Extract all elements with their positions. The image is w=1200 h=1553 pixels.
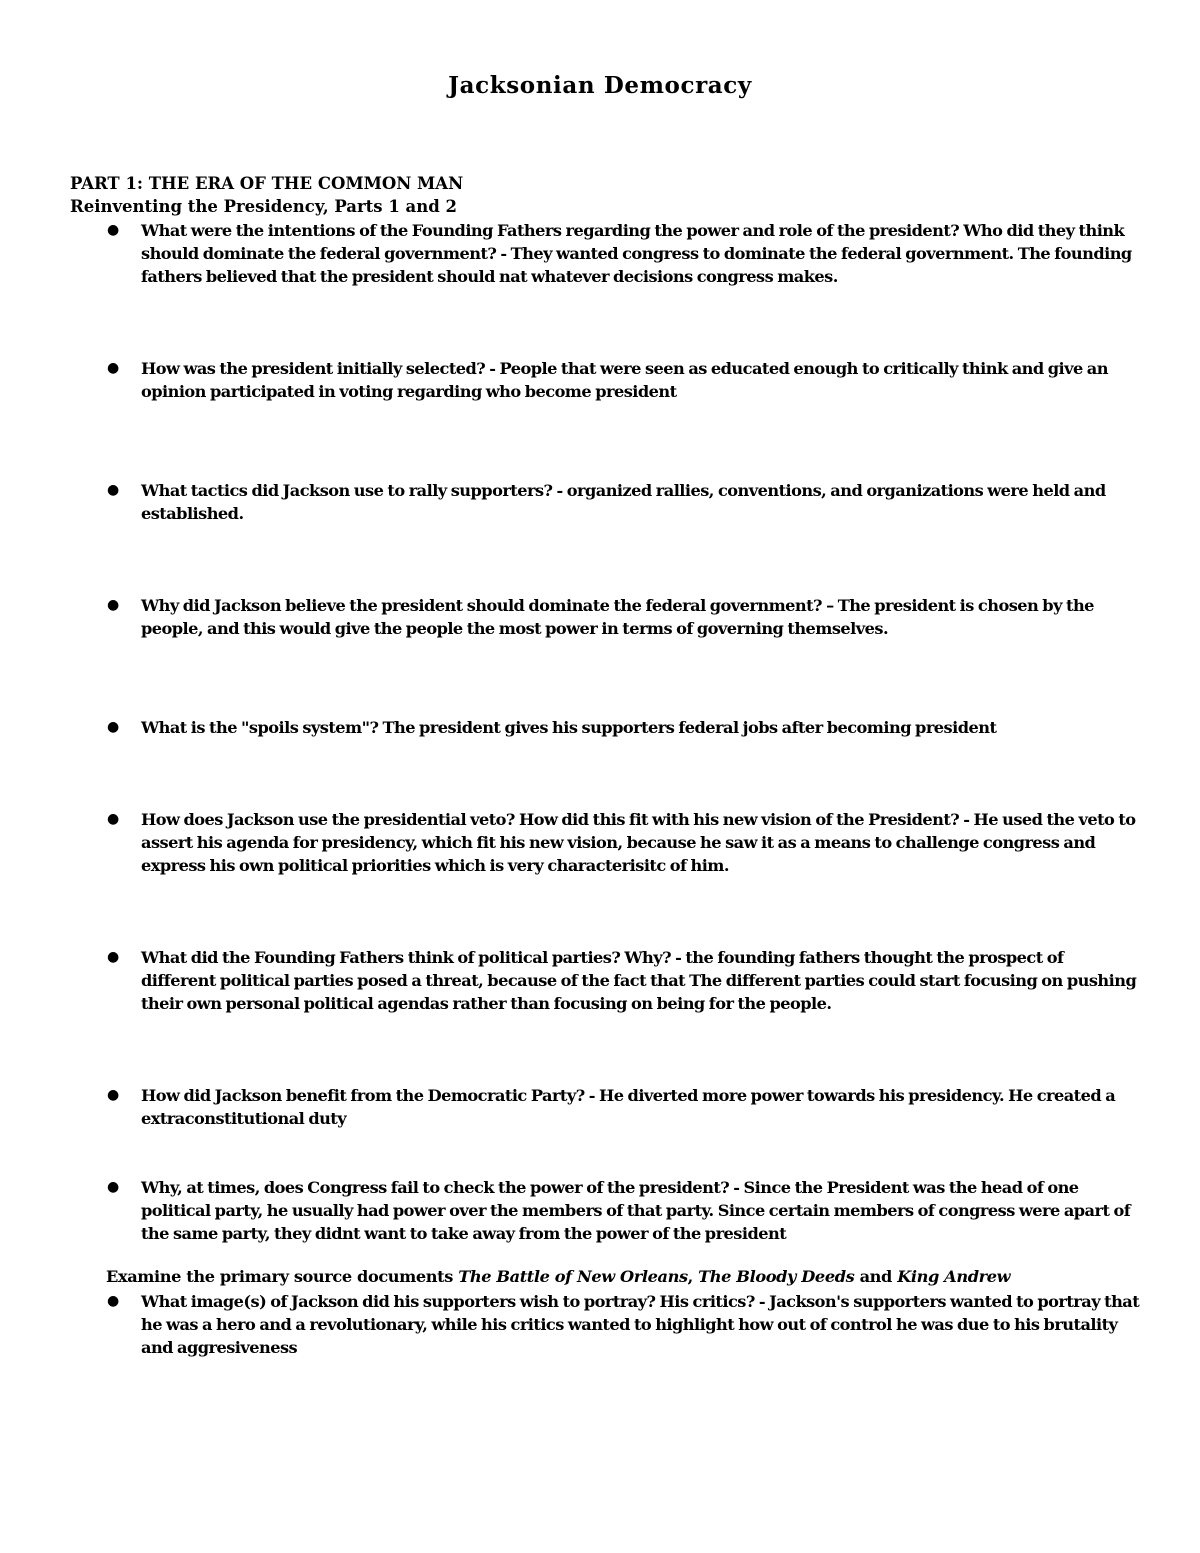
bullet-icon: ● <box>107 811 119 827</box>
question-item <box>107 946 1141 1015</box>
bullet-icon: ● <box>107 949 119 965</box>
document-title-bloody-deeds: The Bloody Deeds <box>698 1267 855 1286</box>
part-heading: PART 1: THE ERA OF THE COMMON MAN <box>70 174 464 193</box>
question-item <box>107 594 1141 640</box>
section-subheading: Reinventing the Presidency, Parts 1 and 2 <box>70 197 457 216</box>
question-item <box>107 716 1141 739</box>
question-item <box>107 1084 1141 1130</box>
bullet-icon: ● <box>107 719 119 735</box>
question-text: Why did Jackson believe the president should dominate the federal government? – The president is chosen by the people, and this would give the people the most power in terms of governing themselves. <box>141 596 1094 638</box>
question-text: Why, at times, does Congress fail to check the power of the president? - Since the President was the head of one political party, he usually had power over the members of that party. Since certain members of congress were apart of the same party, they didnt want to take away from the power of the president <box>141 1178 1131 1243</box>
question-text: What were the intentions of the Founding Fathers regarding the power and role of the president? Who did they think should dominate the federal government? - They wanted congress to dominate the federal government. The founding fathers believed that the president should nat whatever decisions congress makes. <box>141 221 1132 286</box>
bullet-icon: ● <box>107 482 119 498</box>
question-item <box>107 479 1141 525</box>
primary-source-instruction: Examine the primary source documents The Battle of New Orleans, The Bloody Deeds and King Andrew <box>106 1267 1011 1286</box>
bullet-icon: ● <box>107 597 119 613</box>
bullet-icon: ● <box>107 1179 119 1195</box>
question-item <box>107 1290 1141 1359</box>
question-item <box>107 219 1141 288</box>
document-title-king-andrew: King Andrew <box>897 1267 1011 1286</box>
question-text: How did Jackson benefit from the Democratic Party? - He diverted more power towards his presidency. He created a extraconstitutional duty <box>141 1086 1116 1128</box>
question-item <box>107 1176 1141 1245</box>
document-title-battle: The Battle of New Orleans <box>458 1267 688 1286</box>
question-text: How does Jackson use the presidential veto? How did this fit with his new vision of the President? - He used the veto to assert his agenda for presidency, which fit his new vision, because he saw it as a means to challenge congress and express his own political priorities which is very characterisitc of him. <box>141 810 1136 875</box>
question-text: How was the president initially selected? - People that were seen as educated enough to critically think and give an opinion participated in voting regarding who become president <box>141 359 1108 401</box>
question-text: What did the Founding Fathers think of political parties? Why? - the founding fathers thought the prospect of different political parties posed a threat, because of the fact that The different parties could start focusing on pushing their own personal political agendas rather than focusing on being for the people. <box>141 948 1137 1013</box>
bullet-icon: ● <box>107 1293 119 1309</box>
question-text: What image(s) of Jackson did his supporters wish to portray? His critics? - Jackson's supporters wanted to portray that he was a hero and a revolutionary, while his critics wanted to highlight how out of control he was due to his brutality and aggresiveness <box>141 1292 1140 1357</box>
bullet-icon: ● <box>107 360 119 376</box>
question-text: What is the "spoils system"? The president gives his supporters federal jobs after becoming president <box>141 718 997 737</box>
question-item <box>107 357 1141 403</box>
question-item <box>107 808 1141 877</box>
question-text: What tactics did Jackson use to rally supporters? - organized rallies, conventions, and organizations were held and established. <box>141 481 1106 523</box>
bullet-icon: ● <box>107 1087 119 1103</box>
document-title: Jacksonian Democracy <box>448 72 752 99</box>
bullet-icon: ● <box>107 222 119 238</box>
